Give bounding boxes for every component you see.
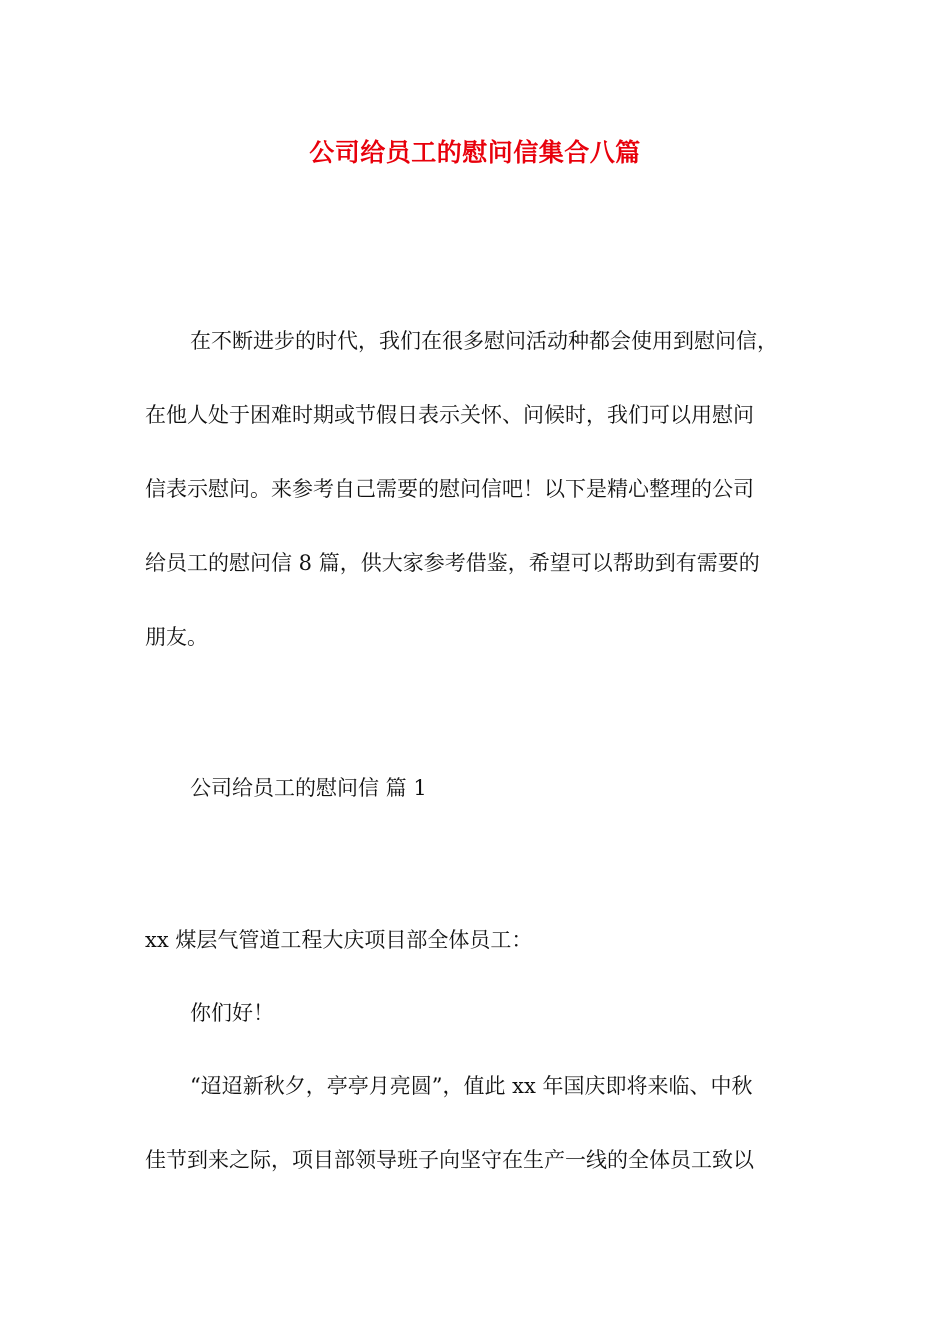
intro-line-5: 朋友。 <box>145 625 208 649</box>
salutation: xx 煤层气管道工程大庆项目部全体员工： <box>145 928 533 952</box>
greeting: 你们好！ <box>190 1001 274 1025</box>
body-line-2: 佳节到来之际，项目部领导班子向坚守在生产一线的全体员工致以 <box>145 1148 754 1172</box>
intro-line-1: 在不断进步的时代，我们在很多慰问活动种都会使用到慰问信， <box>190 329 778 353</box>
body-line-1: “迢迢新秋夕，亭亭月亮圆”，值此 xx 年国庆即将来临、中秋 <box>190 1074 753 1098</box>
intro-line-3: 信表示慰问。来参考自己需要的慰问信吧！以下是精心整理的公司 <box>145 477 754 501</box>
section-heading: 公司给员工的慰问信 篇 1 <box>190 776 427 800</box>
intro-line-2: 在他人处于困难时期或节假日表示关怀、问候时，我们可以用慰问 <box>145 403 754 427</box>
document-title: 公司给员工的慰问信集合八篇 <box>309 138 641 167</box>
intro-line-4: 给员工的慰问信 8 篇，供大家参考借鉴，希望可以帮助到有需要的 <box>145 551 760 575</box>
